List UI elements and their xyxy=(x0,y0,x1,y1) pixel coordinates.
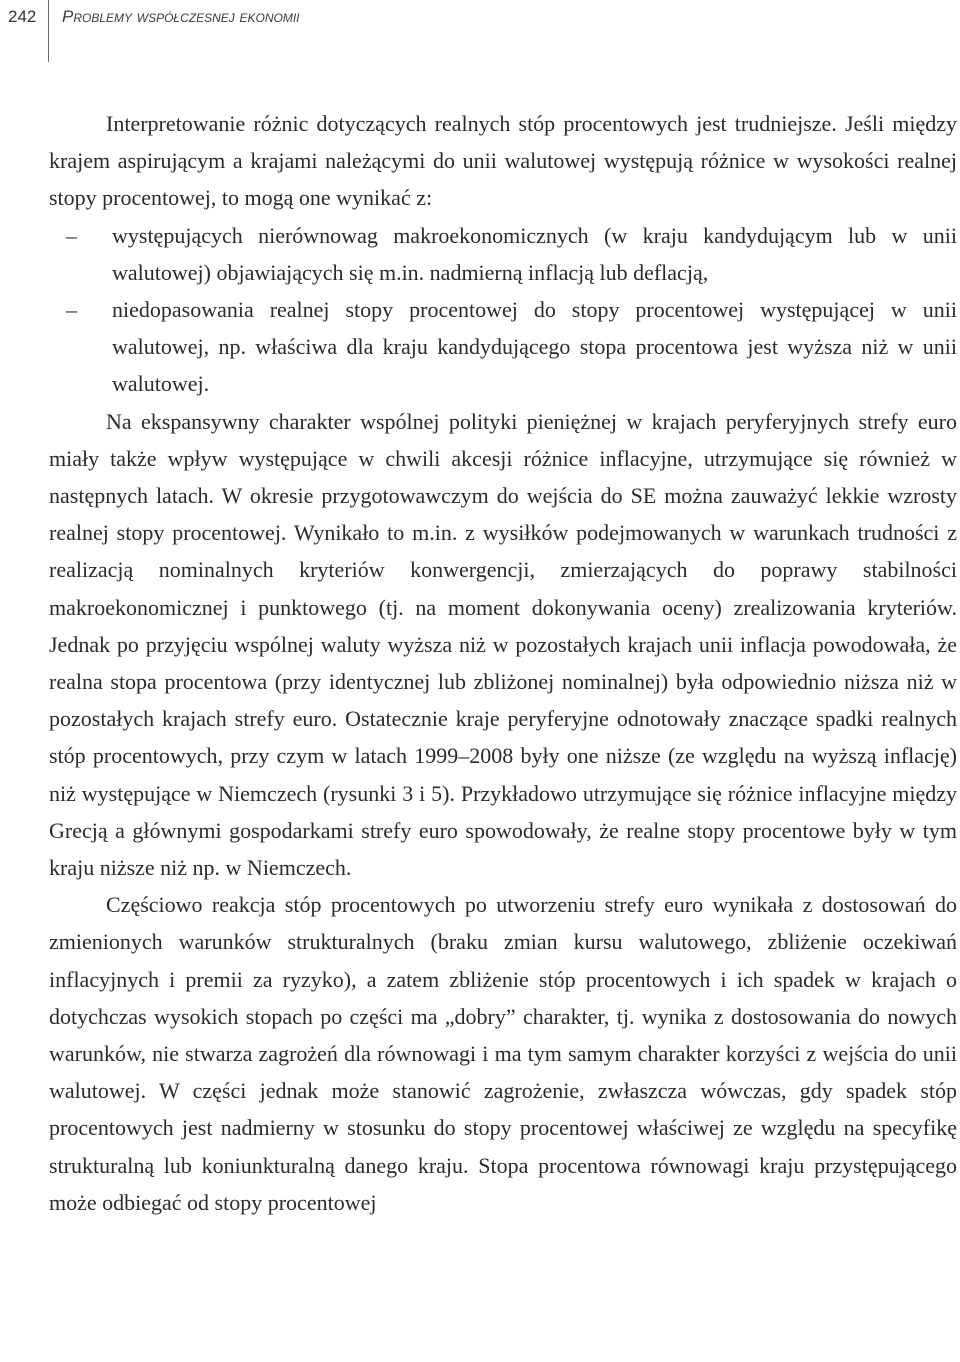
list-item-text: występujących nierównowag makroekonomicznych (w kraju kandydującym lub w unii walutowej) objawiających się m.in. nadmierną inflacją lub deflacją, xyxy=(112,222,957,285)
page-header xyxy=(0,0,960,44)
list-item xyxy=(66,217,957,291)
list-dash: – xyxy=(66,222,77,248)
list-dash: – xyxy=(66,297,77,323)
dash-list xyxy=(49,217,957,403)
list-item-text: niedopasowania realnej stopy procentowej do stopy procentowej występującej w unii walutowej, np. właściwa dla kraju kandydującego stopa procentowa jest wyższa niż w unii walutowej. xyxy=(112,297,957,397)
header-divider xyxy=(48,0,49,62)
running-title: Problemy współczesnej ekonomii xyxy=(62,7,300,26)
page-number: 242 xyxy=(8,7,37,26)
paragraph: Interpretowanie różnic dotyczących realnych stóp procentowych jest trudniejsze. Jeśli między krajem aspirującym a krajami należącymi do unii walutowej występują różnice w wysokości realnej stopy procentowej, to mogą one wynikać z: xyxy=(49,111,957,211)
paragraph: Częściowo reakcja stóp procentowych po utworzeniu strefy euro wynikała z dostosowań do zmienionych warunków strukturalnych (braku zmian kursu walutowego, zbliżenie oczekiwań inflacyjnych i premii za ryzyko), a zatem zbliżenie stóp procentowych i ich spadek w krajach o dotychczas wysokich stopach po części ma „dobry” charakter, tj. wynika z dostosowania do nowych warunków, nie stwarza zagrożeń dla równowagi i ma tym samym charakter korzyści z wejścia do unii walutowej. W części jednak może stanowić zagrożenie, zwłaszcza wówczas, gdy spadek stóp procentowych jest nadmierny w stosunku do stopy procentowej właściwej ze względu na specyfikę strukturalną lub koniunkturalną danego kraju. Stopa procentowa równowagi kraju przystępującego może odbiegać od stopy procentowej xyxy=(49,892,957,1215)
paragraph: Na ekspansywny charakter wspólnej polityki pieniężnej w krajach peryferyjnych strefy euro miały także wpływ występujące w chwili akcesji różnice inflacyjne, utrzymujące się również w następnych latach. W okresie przygotowawczym do wejścia do SE można zauważyć lekkie wzrosty realnej stopy procentowej. Wynikało to m.in. z wysiłków podejmowanych w warunkach trudności z realizacją nominalnych kryteriów konwergencji, zmierzających do poprawy stabilności makroekonomicznej i punktowego (tj. na moment dokonywania oceny) zrealizowania kryteriów. Jednak po przyjęciu wspólnej waluty wyższa niż w pozostałych krajach unii inflacja powodowała, że realna stopa procentowa (przy identycznej lub zbliżonej nominalnej) była odpowiednio niższa niż w pozostałych krajach strefy euro. Ostatecznie kraje peryferyjne odnotowały znaczące spadki realnych stóp procentowych, przy czym w latach 1999–2008 były one niższe (ze względu na wyższą inflację) niż występujące w Niemczech (rysunki 3 i 5). Przykładowo utrzymujące się różnice inflacyjne między Grecją a głównymi gospodarkami strefy euro spowodowały, że realne stopy procentowe były w tym kraju niższe niż np. w Niemczech. xyxy=(49,408,957,881)
page-body xyxy=(49,105,957,1221)
list-item xyxy=(66,291,957,403)
